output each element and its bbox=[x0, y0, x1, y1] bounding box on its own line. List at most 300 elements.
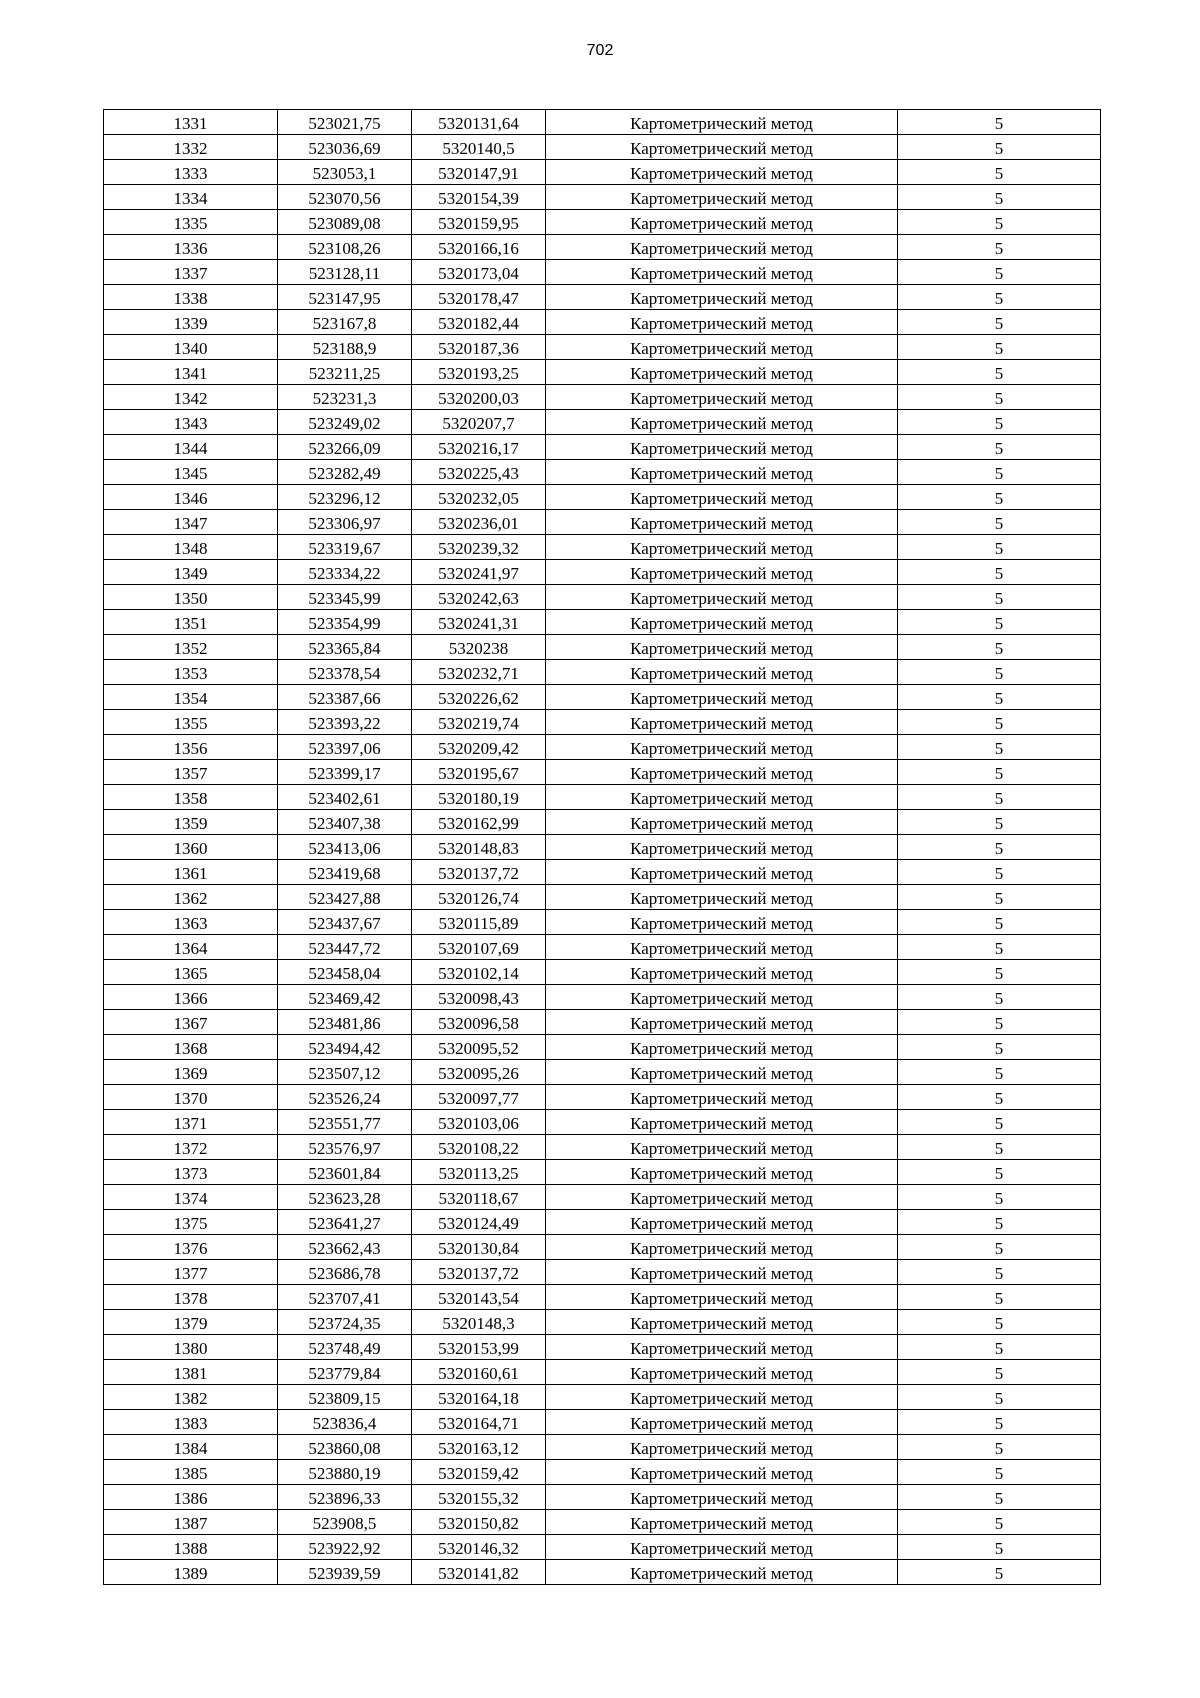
accuracy-cell: 5 bbox=[898, 1035, 1101, 1060]
x-coordinate-cell: 523551,77 bbox=[278, 1110, 412, 1135]
x-coordinate-cell: 523365,84 bbox=[278, 635, 412, 660]
point-number-cell: 1369 bbox=[104, 1060, 278, 1085]
accuracy-cell: 5 bbox=[898, 260, 1101, 285]
point-number-cell: 1382 bbox=[104, 1385, 278, 1410]
accuracy-cell: 5 bbox=[898, 560, 1101, 585]
point-number-cell: 1357 bbox=[104, 760, 278, 785]
x-coordinate-cell: 523748,49 bbox=[278, 1335, 412, 1360]
table-row bbox=[104, 610, 1101, 635]
point-number-cell: 1340 bbox=[104, 335, 278, 360]
y-coordinate-cell: 5320164,18 bbox=[412, 1385, 546, 1410]
x-coordinate-cell: 523167,8 bbox=[278, 310, 412, 335]
x-coordinate-cell: 523021,75 bbox=[278, 110, 412, 135]
y-coordinate-cell: 5320137,72 bbox=[412, 1260, 546, 1285]
page-number: 702 bbox=[586, 42, 614, 59]
point-number-cell: 1350 bbox=[104, 585, 278, 610]
point-number-cell: 1383 bbox=[104, 1410, 278, 1435]
method-cell: Картометрический метод bbox=[546, 1335, 898, 1360]
point-number-cell: 1378 bbox=[104, 1285, 278, 1310]
table-row bbox=[104, 135, 1101, 160]
point-number-cell: 1358 bbox=[104, 785, 278, 810]
table-row bbox=[104, 1185, 1101, 1210]
coordinates-table-body bbox=[104, 110, 1101, 1585]
method-cell: Картометрический метод bbox=[546, 160, 898, 185]
point-number-cell: 1338 bbox=[104, 285, 278, 310]
method-cell: Картометрический метод bbox=[546, 1510, 898, 1535]
method-cell: Картометрический метод bbox=[546, 410, 898, 435]
table-row bbox=[104, 860, 1101, 885]
point-number-cell: 1366 bbox=[104, 985, 278, 1010]
accuracy-cell: 5 bbox=[898, 1060, 1101, 1085]
point-number-cell: 1384 bbox=[104, 1435, 278, 1460]
y-coordinate-cell: 5320238 bbox=[412, 635, 546, 660]
method-cell: Картометрический метод bbox=[546, 710, 898, 735]
x-coordinate-cell: 523419,68 bbox=[278, 860, 412, 885]
accuracy-cell: 5 bbox=[898, 235, 1101, 260]
method-cell: Картометрический метод bbox=[546, 510, 898, 535]
x-coordinate-cell: 523296,12 bbox=[278, 485, 412, 510]
point-number-cell: 1386 bbox=[104, 1485, 278, 1510]
y-coordinate-cell: 5320096,58 bbox=[412, 1010, 546, 1035]
method-cell: Картометрический метод bbox=[546, 1435, 898, 1460]
y-coordinate-cell: 5320126,74 bbox=[412, 885, 546, 910]
method-cell: Картометрический метод bbox=[546, 1085, 898, 1110]
method-cell: Картометрический метод bbox=[546, 1560, 898, 1585]
point-number-cell: 1345 bbox=[104, 460, 278, 485]
method-cell: Картометрический метод bbox=[546, 435, 898, 460]
point-number-cell: 1337 bbox=[104, 260, 278, 285]
method-cell: Картометрический метод bbox=[546, 685, 898, 710]
method-cell: Картометрический метод bbox=[546, 1010, 898, 1035]
point-number-cell: 1342 bbox=[104, 385, 278, 410]
y-coordinate-cell: 5320137,72 bbox=[412, 860, 546, 885]
y-coordinate-cell: 5320182,44 bbox=[412, 310, 546, 335]
y-coordinate-cell: 5320236,01 bbox=[412, 510, 546, 535]
table-row bbox=[104, 1285, 1101, 1310]
accuracy-cell: 5 bbox=[898, 335, 1101, 360]
point-number-cell: 1333 bbox=[104, 160, 278, 185]
method-cell: Картометрический метод bbox=[546, 535, 898, 560]
accuracy-cell: 5 bbox=[898, 885, 1101, 910]
accuracy-cell: 5 bbox=[898, 1535, 1101, 1560]
method-cell: Картометрический метод bbox=[546, 260, 898, 285]
x-coordinate-cell: 523397,06 bbox=[278, 735, 412, 760]
method-cell: Картометрический метод bbox=[546, 210, 898, 235]
y-coordinate-cell: 5320200,03 bbox=[412, 385, 546, 410]
y-coordinate-cell: 5320241,31 bbox=[412, 610, 546, 635]
method-cell: Картометрический метод bbox=[546, 385, 898, 410]
method-cell: Картометрический метод bbox=[546, 1385, 898, 1410]
x-coordinate-cell: 523393,22 bbox=[278, 710, 412, 735]
accuracy-cell: 5 bbox=[898, 1410, 1101, 1435]
point-number-cell: 1368 bbox=[104, 1035, 278, 1060]
x-coordinate-cell: 523399,17 bbox=[278, 760, 412, 785]
accuracy-cell: 5 bbox=[898, 860, 1101, 885]
accuracy-cell: 5 bbox=[898, 310, 1101, 335]
y-coordinate-cell: 5320095,26 bbox=[412, 1060, 546, 1085]
point-number-cell: 1331 bbox=[104, 110, 278, 135]
y-coordinate-cell: 5320242,63 bbox=[412, 585, 546, 610]
x-coordinate-cell: 523413,06 bbox=[278, 835, 412, 860]
accuracy-cell: 5 bbox=[898, 1285, 1101, 1310]
y-coordinate-cell: 5320232,05 bbox=[412, 485, 546, 510]
x-coordinate-cell: 523249,02 bbox=[278, 410, 412, 435]
x-coordinate-cell: 523447,72 bbox=[278, 935, 412, 960]
accuracy-cell: 5 bbox=[898, 660, 1101, 685]
point-number-cell: 1336 bbox=[104, 235, 278, 260]
accuracy-cell: 5 bbox=[898, 435, 1101, 460]
accuracy-cell: 5 bbox=[898, 1010, 1101, 1035]
table-row bbox=[104, 585, 1101, 610]
accuracy-cell: 5 bbox=[898, 1335, 1101, 1360]
accuracy-cell: 5 bbox=[898, 385, 1101, 410]
method-cell: Картометрический метод bbox=[546, 1410, 898, 1435]
accuracy-cell: 5 bbox=[898, 1185, 1101, 1210]
y-coordinate-cell: 5320130,84 bbox=[412, 1235, 546, 1260]
y-coordinate-cell: 5320148,3 bbox=[412, 1310, 546, 1335]
method-cell: Картометрический метод bbox=[546, 285, 898, 310]
accuracy-cell: 5 bbox=[898, 1310, 1101, 1335]
x-coordinate-cell: 523147,95 bbox=[278, 285, 412, 310]
x-coordinate-cell: 523686,78 bbox=[278, 1260, 412, 1285]
x-coordinate-cell: 523402,61 bbox=[278, 785, 412, 810]
x-coordinate-cell: 523662,43 bbox=[278, 1235, 412, 1260]
method-cell: Картометрический метод bbox=[546, 360, 898, 385]
coordinates-table bbox=[103, 109, 1101, 1585]
y-coordinate-cell: 5320140,5 bbox=[412, 135, 546, 160]
point-number-cell: 1360 bbox=[104, 835, 278, 860]
table-row bbox=[104, 385, 1101, 410]
accuracy-cell: 5 bbox=[898, 1560, 1101, 1585]
method-cell: Картометрический метод bbox=[546, 1110, 898, 1135]
y-coordinate-cell: 5320225,43 bbox=[412, 460, 546, 485]
y-coordinate-cell: 5320102,14 bbox=[412, 960, 546, 985]
y-coordinate-cell: 5320159,95 bbox=[412, 210, 546, 235]
accuracy-cell: 5 bbox=[898, 935, 1101, 960]
x-coordinate-cell: 523089,08 bbox=[278, 210, 412, 235]
table-row bbox=[104, 1160, 1101, 1185]
x-coordinate-cell: 523282,49 bbox=[278, 460, 412, 485]
method-cell: Картометрический метод bbox=[546, 310, 898, 335]
x-coordinate-cell: 523070,56 bbox=[278, 185, 412, 210]
table-row bbox=[104, 1335, 1101, 1360]
table-row bbox=[104, 910, 1101, 935]
method-cell: Картометрический метод bbox=[546, 560, 898, 585]
point-number-cell: 1348 bbox=[104, 535, 278, 560]
y-coordinate-cell: 5320195,67 bbox=[412, 760, 546, 785]
point-number-cell: 1375 bbox=[104, 1210, 278, 1235]
point-number-cell: 1344 bbox=[104, 435, 278, 460]
x-coordinate-cell: 523576,97 bbox=[278, 1135, 412, 1160]
table-row bbox=[104, 235, 1101, 260]
y-coordinate-cell: 5320097,77 bbox=[412, 1085, 546, 1110]
y-coordinate-cell: 5320193,25 bbox=[412, 360, 546, 385]
x-coordinate-cell: 523266,09 bbox=[278, 435, 412, 460]
x-coordinate-cell: 523469,42 bbox=[278, 985, 412, 1010]
accuracy-cell: 5 bbox=[898, 1085, 1101, 1110]
table-row bbox=[104, 685, 1101, 710]
y-coordinate-cell: 5320160,61 bbox=[412, 1360, 546, 1385]
table-row bbox=[104, 1135, 1101, 1160]
method-cell: Картометрический метод bbox=[546, 135, 898, 160]
accuracy-cell: 5 bbox=[898, 1385, 1101, 1410]
point-number-cell: 1362 bbox=[104, 885, 278, 910]
accuracy-cell: 5 bbox=[898, 685, 1101, 710]
accuracy-cell: 5 bbox=[898, 1160, 1101, 1185]
point-number-cell: 1381 bbox=[104, 1360, 278, 1385]
table-row bbox=[104, 635, 1101, 660]
x-coordinate-cell: 523939,59 bbox=[278, 1560, 412, 1585]
y-coordinate-cell: 5320166,16 bbox=[412, 235, 546, 260]
y-coordinate-cell: 5320241,97 bbox=[412, 560, 546, 585]
x-coordinate-cell: 523427,88 bbox=[278, 885, 412, 910]
method-cell: Картометрический метод bbox=[546, 460, 898, 485]
x-coordinate-cell: 523306,97 bbox=[278, 510, 412, 535]
x-coordinate-cell: 523494,42 bbox=[278, 1035, 412, 1060]
accuracy-cell: 5 bbox=[898, 1510, 1101, 1535]
table-row bbox=[104, 510, 1101, 535]
table-row bbox=[104, 960, 1101, 985]
y-coordinate-cell: 5320180,19 bbox=[412, 785, 546, 810]
method-cell: Картометрический метод bbox=[546, 1460, 898, 1485]
accuracy-cell: 5 bbox=[898, 1485, 1101, 1510]
point-number-cell: 1365 bbox=[104, 960, 278, 985]
x-coordinate-cell: 523908,5 bbox=[278, 1510, 412, 1535]
point-number-cell: 1349 bbox=[104, 560, 278, 585]
method-cell: Картометрический метод bbox=[546, 1535, 898, 1560]
table-row bbox=[104, 560, 1101, 585]
y-coordinate-cell: 5320154,39 bbox=[412, 185, 546, 210]
y-coordinate-cell: 5320141,82 bbox=[412, 1560, 546, 1585]
y-coordinate-cell: 5320124,49 bbox=[412, 1210, 546, 1235]
method-cell: Картометрический метод bbox=[546, 1060, 898, 1085]
accuracy-cell: 5 bbox=[898, 710, 1101, 735]
accuracy-cell: 5 bbox=[898, 1210, 1101, 1235]
point-number-cell: 1389 bbox=[104, 1560, 278, 1585]
x-coordinate-cell: 523724,35 bbox=[278, 1310, 412, 1335]
method-cell: Картометрический метод bbox=[546, 910, 898, 935]
table-row bbox=[104, 1060, 1101, 1085]
x-coordinate-cell: 523387,66 bbox=[278, 685, 412, 710]
table-row bbox=[104, 1410, 1101, 1435]
y-coordinate-cell: 5320226,62 bbox=[412, 685, 546, 710]
method-cell: Картометрический метод bbox=[546, 335, 898, 360]
x-coordinate-cell: 523188,9 bbox=[278, 335, 412, 360]
x-coordinate-cell: 523458,04 bbox=[278, 960, 412, 985]
y-coordinate-cell: 5320178,47 bbox=[412, 285, 546, 310]
accuracy-cell: 5 bbox=[898, 1110, 1101, 1135]
method-cell: Картометрический метод bbox=[546, 1360, 898, 1385]
x-coordinate-cell: 523378,54 bbox=[278, 660, 412, 685]
x-coordinate-cell: 523623,28 bbox=[278, 1185, 412, 1210]
y-coordinate-cell: 5320153,99 bbox=[412, 1335, 546, 1360]
point-number-cell: 1334 bbox=[104, 185, 278, 210]
point-number-cell: 1354 bbox=[104, 685, 278, 710]
method-cell: Картометрический метод bbox=[546, 485, 898, 510]
point-number-cell: 1372 bbox=[104, 1135, 278, 1160]
point-number-cell: 1352 bbox=[104, 635, 278, 660]
point-number-cell: 1388 bbox=[104, 1535, 278, 1560]
method-cell: Картометрический метод bbox=[546, 935, 898, 960]
table-row bbox=[104, 460, 1101, 485]
accuracy-cell: 5 bbox=[898, 135, 1101, 160]
x-coordinate-cell: 523053,1 bbox=[278, 160, 412, 185]
table-row bbox=[104, 810, 1101, 835]
accuracy-cell: 5 bbox=[898, 1260, 1101, 1285]
point-number-cell: 1332 bbox=[104, 135, 278, 160]
point-number-cell: 1367 bbox=[104, 1010, 278, 1035]
x-coordinate-cell: 523896,33 bbox=[278, 1485, 412, 1510]
table-row bbox=[104, 1110, 1101, 1135]
point-number-cell: 1370 bbox=[104, 1085, 278, 1110]
accuracy-cell: 5 bbox=[898, 510, 1101, 535]
y-coordinate-cell: 5320155,32 bbox=[412, 1485, 546, 1510]
y-coordinate-cell: 5320150,82 bbox=[412, 1510, 546, 1535]
accuracy-cell: 5 bbox=[898, 635, 1101, 660]
y-coordinate-cell: 5320173,04 bbox=[412, 260, 546, 285]
point-number-cell: 1371 bbox=[104, 1110, 278, 1135]
x-coordinate-cell: 523641,27 bbox=[278, 1210, 412, 1235]
method-cell: Картометрический метод bbox=[546, 610, 898, 635]
method-cell: Картометрический метод bbox=[546, 885, 898, 910]
y-coordinate-cell: 5320219,74 bbox=[412, 710, 546, 735]
method-cell: Картометрический метод bbox=[546, 1235, 898, 1260]
x-coordinate-cell: 523707,41 bbox=[278, 1285, 412, 1310]
method-cell: Картометрический метод bbox=[546, 110, 898, 135]
table-row bbox=[104, 1460, 1101, 1485]
table-row bbox=[104, 1435, 1101, 1460]
x-coordinate-cell: 523334,22 bbox=[278, 560, 412, 585]
table-row bbox=[104, 1560, 1101, 1585]
x-coordinate-cell: 523128,11 bbox=[278, 260, 412, 285]
table-row bbox=[104, 260, 1101, 285]
y-coordinate-cell: 5320209,42 bbox=[412, 735, 546, 760]
y-coordinate-cell: 5320095,52 bbox=[412, 1035, 546, 1060]
x-coordinate-cell: 523809,15 bbox=[278, 1385, 412, 1410]
accuracy-cell: 5 bbox=[898, 1460, 1101, 1485]
accuracy-cell: 5 bbox=[898, 810, 1101, 835]
table-row bbox=[104, 710, 1101, 735]
point-number-cell: 1351 bbox=[104, 610, 278, 635]
x-coordinate-cell: 523319,67 bbox=[278, 535, 412, 560]
method-cell: Картометрический метод bbox=[546, 1185, 898, 1210]
y-coordinate-cell: 5320118,67 bbox=[412, 1185, 546, 1210]
accuracy-cell: 5 bbox=[898, 1435, 1101, 1460]
accuracy-cell: 5 bbox=[898, 585, 1101, 610]
point-number-cell: 1353 bbox=[104, 660, 278, 685]
method-cell: Картометрический метод bbox=[546, 960, 898, 985]
y-coordinate-cell: 5320113,25 bbox=[412, 1160, 546, 1185]
y-coordinate-cell: 5320108,22 bbox=[412, 1135, 546, 1160]
point-number-cell: 1347 bbox=[104, 510, 278, 535]
x-coordinate-cell: 523507,12 bbox=[278, 1060, 412, 1085]
accuracy-cell: 5 bbox=[898, 760, 1101, 785]
accuracy-cell: 5 bbox=[898, 535, 1101, 560]
y-coordinate-cell: 5320107,69 bbox=[412, 935, 546, 960]
point-number-cell: 1380 bbox=[104, 1335, 278, 1360]
table-row bbox=[104, 1260, 1101, 1285]
accuracy-cell: 5 bbox=[898, 1135, 1101, 1160]
accuracy-cell: 5 bbox=[898, 910, 1101, 935]
x-coordinate-cell: 523345,99 bbox=[278, 585, 412, 610]
table-row bbox=[104, 1310, 1101, 1335]
method-cell: Картометрический метод bbox=[546, 1485, 898, 1510]
y-coordinate-cell: 5320163,12 bbox=[412, 1435, 546, 1460]
point-number-cell: 1363 bbox=[104, 910, 278, 935]
x-coordinate-cell: 523922,92 bbox=[278, 1535, 412, 1560]
point-number-cell: 1364 bbox=[104, 935, 278, 960]
method-cell: Картометрический метод bbox=[546, 1035, 898, 1060]
table-row bbox=[104, 535, 1101, 560]
table-row bbox=[104, 935, 1101, 960]
accuracy-cell: 5 bbox=[898, 735, 1101, 760]
method-cell: Картометрический метод bbox=[546, 660, 898, 685]
accuracy-cell: 5 bbox=[898, 185, 1101, 210]
x-coordinate-cell: 523601,84 bbox=[278, 1160, 412, 1185]
accuracy-cell: 5 bbox=[898, 985, 1101, 1010]
x-coordinate-cell: 523036,69 bbox=[278, 135, 412, 160]
x-coordinate-cell: 523108,26 bbox=[278, 235, 412, 260]
method-cell: Картометрический метод bbox=[546, 185, 898, 210]
point-number-cell: 1355 bbox=[104, 710, 278, 735]
table-row bbox=[104, 1035, 1101, 1060]
accuracy-cell: 5 bbox=[898, 110, 1101, 135]
y-coordinate-cell: 5320162,99 bbox=[412, 810, 546, 835]
method-cell: Картометрический метод bbox=[546, 735, 898, 760]
method-cell: Картометрический метод bbox=[546, 985, 898, 1010]
accuracy-cell: 5 bbox=[898, 785, 1101, 810]
x-coordinate-cell: 523860,08 bbox=[278, 1435, 412, 1460]
method-cell: Картометрический метод bbox=[546, 835, 898, 860]
point-number-cell: 1339 bbox=[104, 310, 278, 335]
accuracy-cell: 5 bbox=[898, 835, 1101, 860]
table-row bbox=[104, 435, 1101, 460]
accuracy-cell: 5 bbox=[898, 160, 1101, 185]
table-row bbox=[104, 760, 1101, 785]
method-cell: Картометрический метод bbox=[546, 635, 898, 660]
point-number-cell: 1341 bbox=[104, 360, 278, 385]
table-row bbox=[104, 285, 1101, 310]
point-number-cell: 1356 bbox=[104, 735, 278, 760]
table-row bbox=[104, 1510, 1101, 1535]
table-row bbox=[104, 785, 1101, 810]
point-number-cell: 1335 bbox=[104, 210, 278, 235]
point-number-cell: 1359 bbox=[104, 810, 278, 835]
table-row bbox=[104, 1010, 1101, 1035]
table-row bbox=[104, 1535, 1101, 1560]
table-row bbox=[104, 1485, 1101, 1510]
y-coordinate-cell: 5320232,71 bbox=[412, 660, 546, 685]
y-coordinate-cell: 5320131,64 bbox=[412, 110, 546, 135]
table-row bbox=[104, 985, 1101, 1010]
y-coordinate-cell: 5320103,06 bbox=[412, 1110, 546, 1135]
point-number-cell: 1385 bbox=[104, 1460, 278, 1485]
accuracy-cell: 5 bbox=[898, 460, 1101, 485]
table-row bbox=[104, 660, 1101, 685]
table-row bbox=[104, 410, 1101, 435]
point-number-cell: 1376 bbox=[104, 1235, 278, 1260]
table-row bbox=[104, 735, 1101, 760]
table-row bbox=[104, 360, 1101, 385]
y-coordinate-cell: 5320115,89 bbox=[412, 910, 546, 935]
table-row bbox=[104, 185, 1101, 210]
accuracy-cell: 5 bbox=[898, 1360, 1101, 1385]
method-cell: Картометрический метод bbox=[546, 785, 898, 810]
accuracy-cell: 5 bbox=[898, 285, 1101, 310]
method-cell: Картометрический метод bbox=[546, 1160, 898, 1185]
table-row bbox=[104, 210, 1101, 235]
point-number-cell: 1361 bbox=[104, 860, 278, 885]
